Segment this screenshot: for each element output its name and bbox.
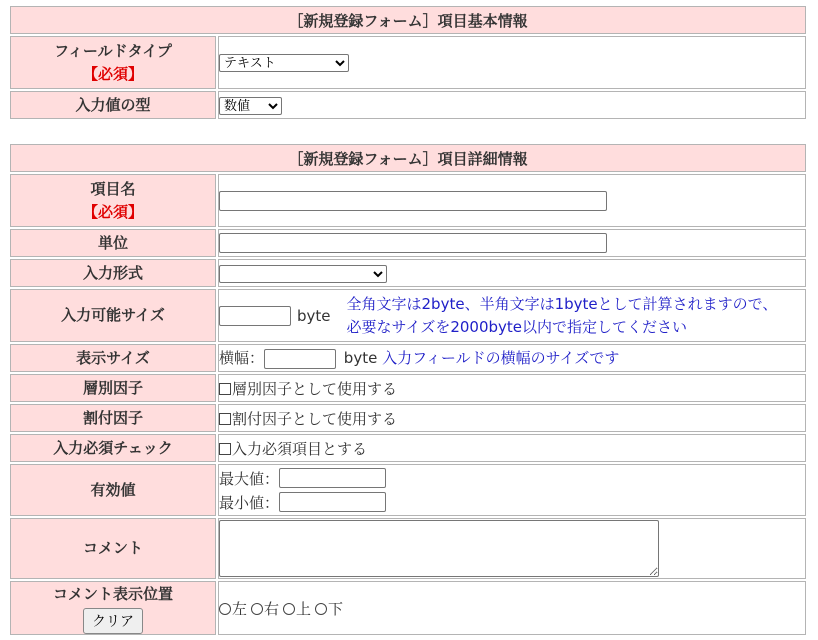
display-size-note: 入力フィールドの横幅のサイズです <box>382 349 620 368</box>
size-value-cell <box>218 289 806 342</box>
position-top-radio[interactable] <box>283 603 295 615</box>
position-top-option[interactable] <box>283 600 311 618</box>
display-size-unit: byte <box>343 349 378 368</box>
clear-button[interactable]: クリア <box>83 608 143 634</box>
position-left-option[interactable] <box>219 600 247 618</box>
detail-info-header: ［新規登録フォーム］項目詳細情報 <box>10 144 806 172</box>
display-size-label: 表示サイズ <box>10 344 216 372</box>
position-left-label: 左 <box>232 599 248 618</box>
comment-value-cell <box>218 518 806 579</box>
position-right-radio[interactable] <box>251 603 263 615</box>
field-type-label-cell <box>10 36 216 89</box>
display-width-prefix: 横幅： <box>219 349 265 368</box>
field-type-value-cell <box>218 36 806 89</box>
input-format-select[interactable] <box>219 265 387 283</box>
field-type-select[interactable] <box>219 54 349 72</box>
position-bottom-label: 下 <box>328 599 344 618</box>
input-format-label: 入力形式 <box>10 259 216 287</box>
alloc-factor-checkbox[interactable] <box>219 413 231 425</box>
max-value-input[interactable] <box>279 468 386 488</box>
display-width-input[interactable] <box>264 349 336 369</box>
comment-position-label: コメント表示位置 <box>52 584 173 603</box>
comment-position-value-cell <box>218 581 806 635</box>
position-bottom-option[interactable] <box>315 600 343 618</box>
size-label: 入力可能サイズ <box>10 289 216 342</box>
comment-label: コメント <box>10 518 216 579</box>
strat-factor-checkbox-label: 層別因子として使用する <box>232 379 398 398</box>
position-top-label: 上 <box>296 599 312 618</box>
item-name-label: 項目名 <box>90 179 136 198</box>
field-type-label: フィールドタイプ <box>54 41 172 60</box>
unit-value-cell <box>218 229 806 257</box>
min-value-input[interactable] <box>279 492 386 512</box>
position-left-radio[interactable] <box>219 603 231 615</box>
alloc-factor-label: 割付因子 <box>10 404 216 432</box>
required-check-label: 入力必須チェック <box>10 434 216 462</box>
comment-textarea[interactable] <box>219 520 659 577</box>
required-mark: 【必須】 <box>82 64 143 83</box>
position-bottom-radio[interactable] <box>315 603 327 615</box>
size-note-line2: 必要なサイズを2000byte以内で指定してください <box>346 317 687 336</box>
input-type-select[interactable] <box>219 97 282 115</box>
item-name-value-cell <box>218 174 806 227</box>
item-name-input[interactable] <box>219 191 607 211</box>
min-value-prefix: 最小値： <box>219 493 280 512</box>
basic-info-header: ［新規登録フォーム］項目基本情報 <box>10 6 806 34</box>
display-size-value-cell <box>218 344 806 372</box>
comment-position-label-cell <box>10 581 216 635</box>
size-note-line1: 全角文字は2byte、半角文字は1byteとして計算されますので、 <box>346 294 778 313</box>
basic-info-table <box>8 4 808 121</box>
required-check-value-cell <box>218 434 806 462</box>
valid-value-label: 有効値 <box>10 464 216 516</box>
detail-info-table <box>8 142 808 637</box>
size-input[interactable] <box>219 306 291 326</box>
unit-input[interactable] <box>219 233 607 253</box>
strat-factor-checkbox[interactable] <box>219 383 231 395</box>
required-mark: 【必須】 <box>82 202 143 221</box>
required-check-checkbox[interactable] <box>219 443 231 455</box>
valid-value-cell <box>218 464 806 516</box>
strat-factor-label: 層別因子 <box>10 374 216 402</box>
position-right-option[interactable] <box>251 600 279 618</box>
input-type-label: 入力値の型 <box>10 91 216 119</box>
size-unit: byte <box>297 306 331 325</box>
strat-factor-value-cell <box>218 374 806 402</box>
input-format-value-cell <box>218 259 806 287</box>
alloc-factor-checkbox-label: 割付因子として使用する <box>232 409 398 428</box>
position-right-label: 右 <box>264 599 280 618</box>
required-check-checkbox-label: 入力必須項目とする <box>232 439 368 458</box>
unit-label: 単位 <box>10 229 216 257</box>
alloc-factor-value-cell <box>218 404 806 432</box>
item-name-label-cell <box>10 174 216 227</box>
max-value-prefix: 最大値： <box>219 469 280 488</box>
input-type-value-cell <box>218 91 806 119</box>
